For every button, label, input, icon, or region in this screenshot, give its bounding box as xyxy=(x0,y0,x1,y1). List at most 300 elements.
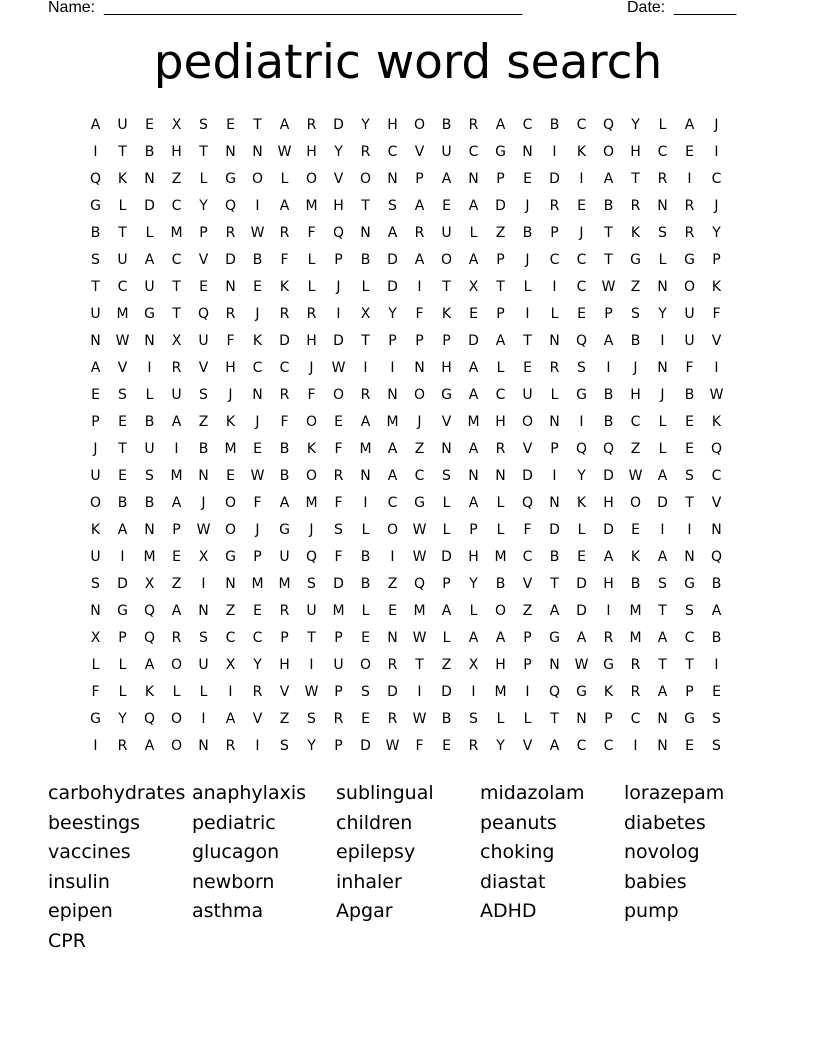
grid-letter: J xyxy=(255,414,260,430)
grid-letter: K xyxy=(576,495,587,511)
grid-letter: L xyxy=(442,495,451,511)
grid-letter: L xyxy=(361,522,370,538)
grid-letter: D xyxy=(144,198,155,214)
grid-letter: C xyxy=(711,171,722,187)
grid-letter: T xyxy=(604,252,613,268)
grid-letter: M xyxy=(170,468,183,484)
date-field-line[interactable]: _______ xyxy=(674,0,737,16)
grid-letter: B xyxy=(90,225,101,241)
grid-letter: G xyxy=(684,711,695,727)
grid-letter: Q xyxy=(602,441,615,457)
grid-letter: Y xyxy=(712,225,721,241)
grid-letter: N xyxy=(90,603,101,619)
grid-letter: L xyxy=(658,414,667,430)
grid-letter: A xyxy=(495,630,506,646)
grid-letter: T xyxy=(496,279,505,295)
grid-letter: L xyxy=(658,441,667,457)
grid-letter: X xyxy=(468,279,479,295)
grid-letter: N xyxy=(252,144,263,160)
grid-letter: S xyxy=(388,198,397,214)
grid-letter: R xyxy=(252,684,263,700)
grid-letter: N xyxy=(657,279,668,295)
grid-letter: R xyxy=(684,225,695,241)
grid-letter: G xyxy=(684,576,695,592)
grid-row xyxy=(82,598,730,625)
grid-letter: T xyxy=(118,441,127,457)
grid-letter: P xyxy=(469,522,478,538)
grid-letter: U xyxy=(144,279,155,295)
grid-letter: G xyxy=(144,306,155,322)
grid-letter: A xyxy=(468,495,479,511)
grid-letter: O xyxy=(413,387,426,403)
grid-letter: T xyxy=(685,657,694,673)
grid-letter: M xyxy=(494,549,507,565)
grid-letter: N xyxy=(468,468,479,484)
grid-letter: B xyxy=(603,387,614,403)
grid-letter: R xyxy=(360,144,371,160)
grid-letter: E xyxy=(253,603,262,619)
word-list-item: diastat xyxy=(480,870,546,893)
grid-letter: Y xyxy=(469,576,478,592)
grid-letter: P xyxy=(523,657,532,673)
grid-letter: Y xyxy=(388,306,397,322)
grid-letter: Z xyxy=(279,711,290,727)
grid-letter: W xyxy=(385,738,400,754)
word-list-item: glucagon xyxy=(192,841,280,864)
grid-letter: T xyxy=(118,225,127,241)
grid-letter: O xyxy=(305,171,318,187)
grid-letter: E xyxy=(361,711,370,727)
grid-letter: O xyxy=(359,171,372,187)
grid-letter: M xyxy=(170,225,183,241)
grid-letter: C xyxy=(279,360,290,376)
grid-letter: L xyxy=(307,252,316,268)
word-list-item: peanuts xyxy=(480,811,557,834)
grid-letter: H xyxy=(333,198,344,214)
grid-letter: E xyxy=(442,198,451,214)
grid-letter: K xyxy=(603,684,614,700)
word-list-item: Apgar xyxy=(336,900,393,923)
grid-letter: U xyxy=(144,441,155,457)
grid-letter: N xyxy=(198,468,209,484)
grid-letter: U xyxy=(306,603,317,619)
grid-row xyxy=(82,733,730,760)
grid-letter: N xyxy=(144,522,155,538)
grid-letter: A xyxy=(144,252,155,268)
grid-letter: P xyxy=(199,225,208,241)
grid-letter: A xyxy=(387,468,398,484)
grid-letter: Y xyxy=(307,738,316,754)
grid-letter: L xyxy=(442,522,451,538)
grid-letter: Q xyxy=(602,117,615,133)
grid-letter: A xyxy=(90,360,101,376)
grid-letter: L xyxy=(496,522,505,538)
grid-letter: A xyxy=(576,630,587,646)
grid-letter: L xyxy=(199,171,208,187)
grid-letter: A xyxy=(171,603,182,619)
grid-row xyxy=(82,193,730,220)
grid-letter: L xyxy=(361,603,370,619)
grid-letter: V xyxy=(711,495,722,511)
grid-letter: D xyxy=(468,333,479,349)
grid-letter: A xyxy=(468,198,479,214)
grid-letter: M xyxy=(116,306,129,322)
grid-letter: I xyxy=(363,360,368,376)
grid-letter: V xyxy=(198,360,209,376)
grid-letter: A xyxy=(468,360,479,376)
grid-letter: U xyxy=(684,306,695,322)
grid-letter: V xyxy=(441,414,452,430)
grid-letter: T xyxy=(415,657,424,673)
grid-letter: N xyxy=(225,279,236,295)
grid-letter: Q xyxy=(575,441,588,457)
grid-letter: P xyxy=(604,306,613,322)
grid-letter: Y xyxy=(199,198,208,214)
grid-letter: T xyxy=(550,711,559,727)
grid-letter: E xyxy=(199,279,208,295)
grid-letter: H xyxy=(468,549,479,565)
grid-letter: R xyxy=(279,603,290,619)
grid-letter: E xyxy=(685,738,694,754)
grid-letter: P xyxy=(496,171,505,187)
grid-letter: M xyxy=(224,441,237,457)
grid-letter: R xyxy=(630,198,641,214)
grid-letter: I xyxy=(93,144,98,160)
grid-letter: Z xyxy=(630,279,641,295)
grid-letter: W xyxy=(304,684,319,700)
grid-letter: J xyxy=(525,198,530,214)
grid-letter: D xyxy=(387,252,398,268)
grid-letter: S xyxy=(685,603,694,619)
grid-letter: J xyxy=(579,225,584,241)
grid-letter: I xyxy=(471,684,476,700)
grid-letter: Z xyxy=(171,576,182,592)
grid-letter: G xyxy=(279,522,290,538)
grid-letter: A xyxy=(441,171,452,187)
grid-letter: N xyxy=(144,333,155,349)
grid-letter: Q xyxy=(305,549,318,565)
grid-letter: P xyxy=(442,333,451,349)
grid-letter: P xyxy=(415,333,424,349)
grid-letter: Q xyxy=(197,306,210,322)
grid-letter: U xyxy=(441,225,452,241)
name-field-line[interactable]: _______________________________________________ xyxy=(104,0,523,16)
grid-letter: N xyxy=(387,387,398,403)
grid-letter: F xyxy=(307,225,316,241)
grid-letter: E xyxy=(361,630,370,646)
grid-letter: G xyxy=(117,603,128,619)
grid-letter: Z xyxy=(198,414,209,430)
word-list-item: novolog xyxy=(624,841,700,864)
grid-letter: D xyxy=(117,576,128,592)
grid-letter: T xyxy=(604,225,613,241)
word-list-item: babies xyxy=(624,870,687,893)
grid-letter: F xyxy=(685,360,694,376)
grid-letter: O xyxy=(251,171,264,187)
grid-letter: C xyxy=(576,252,587,268)
grid-letter: R xyxy=(387,711,398,727)
grid-letter: C xyxy=(576,279,587,295)
grid-letter: R xyxy=(306,306,317,322)
grid-letter: R xyxy=(279,225,290,241)
grid-letter: Q xyxy=(521,495,534,511)
grid-letter: B xyxy=(360,576,371,592)
grid-letter: N xyxy=(657,738,668,754)
grid-row xyxy=(82,706,730,733)
grid-letter: B xyxy=(522,225,533,241)
grid-letter: L xyxy=(145,387,154,403)
word-list-item: midazolam xyxy=(480,782,585,804)
grid-letter: I xyxy=(579,414,584,430)
grid-letter: Y xyxy=(334,144,343,160)
grid-letter: L xyxy=(91,657,100,673)
grid-letter: I xyxy=(714,360,719,376)
grid-letter: I xyxy=(390,549,395,565)
grid-letter: V xyxy=(522,738,533,754)
grid-letter: O xyxy=(170,657,183,673)
grid-letter: D xyxy=(576,576,587,592)
grid-letter: A xyxy=(549,738,560,754)
grid-letter: Z xyxy=(441,657,452,673)
grid-letter: B xyxy=(441,711,452,727)
grid-letter: T xyxy=(91,279,100,295)
grid-letter: P xyxy=(334,684,343,700)
grid-letter: I xyxy=(552,144,557,160)
grid-letter: Q xyxy=(332,225,345,241)
grid-letter: I xyxy=(174,441,179,457)
grid-letter: F xyxy=(253,495,262,511)
grid-letter: K xyxy=(279,279,290,295)
grid-letter: O xyxy=(602,144,615,160)
grid-letter: M xyxy=(629,603,642,619)
grid-letter: W xyxy=(277,144,292,160)
grid-letter: O xyxy=(332,387,345,403)
grid-letter: O xyxy=(170,738,183,754)
grid-letter: D xyxy=(603,522,614,538)
grid-letter: I xyxy=(390,360,395,376)
grid-letter: C xyxy=(576,738,587,754)
grid-letter: C xyxy=(657,144,668,160)
grid-letter: B xyxy=(279,441,290,457)
grid-letter: M xyxy=(386,414,399,430)
grid-letter: C xyxy=(252,630,263,646)
grid-letter: H xyxy=(225,360,236,376)
grid-letter: R xyxy=(171,630,182,646)
grid-letter: G xyxy=(441,387,452,403)
grid-letter: Q xyxy=(575,333,588,349)
grid-letter: Y xyxy=(577,468,586,484)
grid-letter: E xyxy=(172,549,181,565)
grid-letter: A xyxy=(144,657,155,673)
grid-letter: C xyxy=(414,468,425,484)
grid-letter: D xyxy=(549,522,560,538)
grid-letter: Q xyxy=(710,441,723,457)
grid-letter: F xyxy=(415,306,424,322)
word-list-item: ADHD xyxy=(480,900,537,923)
grid-letter: A xyxy=(414,198,425,214)
word-list-item: beestings xyxy=(48,811,141,834)
grid-row xyxy=(82,625,730,652)
grid-row xyxy=(82,679,730,706)
grid-letter: I xyxy=(417,279,422,295)
grid-letter: R xyxy=(279,306,290,322)
word-list-item: diabetes xyxy=(624,811,706,834)
grid-letter: A xyxy=(711,603,722,619)
grid-letter: I xyxy=(579,171,584,187)
grid-letter: S xyxy=(280,738,289,754)
grid-letter: Y xyxy=(658,306,667,322)
grid-letter: R xyxy=(171,360,182,376)
grid-letter: A xyxy=(171,414,182,430)
grid-letter: A xyxy=(144,738,155,754)
grid-letter: Y xyxy=(118,711,127,727)
grid-letter: C xyxy=(630,414,641,430)
grid-letter: Q xyxy=(143,603,156,619)
grid-letter: F xyxy=(712,306,721,322)
grid-letter: P xyxy=(334,630,343,646)
grid-letter: F xyxy=(334,549,343,565)
word-list-item: anaphylaxis xyxy=(192,782,307,804)
grid-letter: D xyxy=(279,333,290,349)
grid-letter: C xyxy=(468,144,479,160)
grid-letter: L xyxy=(469,603,478,619)
grid-letter: M xyxy=(305,198,318,214)
word-list-item: insulin xyxy=(48,870,110,893)
grid-letter: T xyxy=(307,630,316,646)
grid-letter: S xyxy=(145,468,154,484)
grid-letter: S xyxy=(712,738,721,754)
grid-letter: E xyxy=(226,117,235,133)
grid-letter: R xyxy=(279,387,290,403)
grid-letter: X xyxy=(468,657,479,673)
grid-letter: E xyxy=(523,171,532,187)
grid-letter: I xyxy=(552,279,557,295)
grid-row xyxy=(82,301,730,328)
grid-letter: E xyxy=(118,414,127,430)
grid-letter: D xyxy=(387,684,398,700)
grid-letter: B xyxy=(711,630,722,646)
grid-letter: D xyxy=(657,495,668,511)
grid-letter: S xyxy=(118,387,127,403)
grid-letter: K xyxy=(252,333,263,349)
grid-letter: C xyxy=(684,630,695,646)
grid-letter: N xyxy=(414,360,425,376)
grid-letter: L xyxy=(442,630,451,646)
grid-letter: B xyxy=(198,441,209,457)
grid-letter: F xyxy=(334,441,343,457)
grid-letter: K xyxy=(144,684,155,700)
grid-letter: P xyxy=(712,252,721,268)
grid-letter: K xyxy=(630,225,641,241)
grid-letter: L xyxy=(496,495,505,511)
grid-letter: E xyxy=(442,738,451,754)
grid-letter: N xyxy=(549,333,560,349)
grid-letter: R xyxy=(657,171,668,187)
grid-letter: R xyxy=(468,738,479,754)
word-list-item: sublingual xyxy=(336,782,434,804)
grid-letter: K xyxy=(306,441,317,457)
grid-letter: L xyxy=(577,522,586,538)
grid-letter: D xyxy=(441,549,452,565)
grid-letter: B xyxy=(549,549,560,565)
grid-letter: N xyxy=(549,414,560,430)
grid-letter: N xyxy=(252,387,263,403)
grid-letter: P xyxy=(280,630,289,646)
grid-letter: K xyxy=(576,144,587,160)
grid-letter: L xyxy=(145,225,154,241)
grid-letter: X xyxy=(225,657,236,673)
grid-letter: Y xyxy=(361,117,370,133)
grid-letter: E xyxy=(388,603,397,619)
grid-letter: O xyxy=(224,522,237,538)
grid-letter: L xyxy=(496,711,505,727)
grid-letter: M xyxy=(278,576,291,592)
grid-letter: C xyxy=(603,738,614,754)
grid-letter: I xyxy=(147,360,152,376)
grid-letter: F xyxy=(280,252,289,268)
grid-letter: V xyxy=(117,360,128,376)
grid-letter: T xyxy=(631,171,640,187)
grid-letter: S xyxy=(307,576,316,592)
grid-letter: Q xyxy=(710,549,723,565)
grid-letter: W xyxy=(196,522,211,538)
grid-letter: B xyxy=(711,576,722,592)
grid-row xyxy=(82,247,730,274)
grid-letter: I xyxy=(201,711,206,727)
grid-letter: N xyxy=(711,522,722,538)
grid-letter: M xyxy=(413,603,426,619)
grid-letter: P xyxy=(253,549,262,565)
grid-letter: H xyxy=(603,576,614,592)
grid-letter: P xyxy=(550,441,559,457)
grid-letter: B xyxy=(117,495,128,511)
grid-letter: I xyxy=(120,549,125,565)
grid-letter: E xyxy=(685,441,694,457)
grid-letter: O xyxy=(440,252,453,268)
grid-letter: P xyxy=(442,576,451,592)
grid-letter: Z xyxy=(630,441,641,457)
word-list-item: children xyxy=(336,811,413,834)
grid-letter: H xyxy=(495,657,506,673)
grid-letter: L xyxy=(523,711,532,727)
grid-letter: I xyxy=(525,306,530,322)
grid-letter: B xyxy=(252,252,263,268)
grid-letter: B xyxy=(144,144,155,160)
grid-letter: R xyxy=(549,360,560,376)
grid-letter: T xyxy=(118,144,127,160)
grid-letter: N xyxy=(495,468,506,484)
grid-letter: C xyxy=(495,387,506,403)
grid-letter: E xyxy=(523,360,532,376)
grid-letter: W xyxy=(709,387,724,403)
grid-letter: S xyxy=(658,576,667,592)
grid-letter: K xyxy=(90,522,101,538)
grid-letter: G xyxy=(90,198,101,214)
grid-letter: M xyxy=(305,495,318,511)
grid-letter: S xyxy=(199,117,208,133)
grid-row xyxy=(82,463,730,490)
grid-letter: E xyxy=(118,468,127,484)
grid-letter: G xyxy=(495,144,506,160)
grid-letter: J xyxy=(255,306,260,322)
grid-letter: R xyxy=(225,306,236,322)
grid-letter: B xyxy=(144,495,155,511)
grid-letter: D xyxy=(441,684,452,700)
grid-letter: R xyxy=(306,117,317,133)
grid-row xyxy=(82,571,730,598)
grid-letter: E xyxy=(145,117,154,133)
grid-letter: F xyxy=(280,414,289,430)
